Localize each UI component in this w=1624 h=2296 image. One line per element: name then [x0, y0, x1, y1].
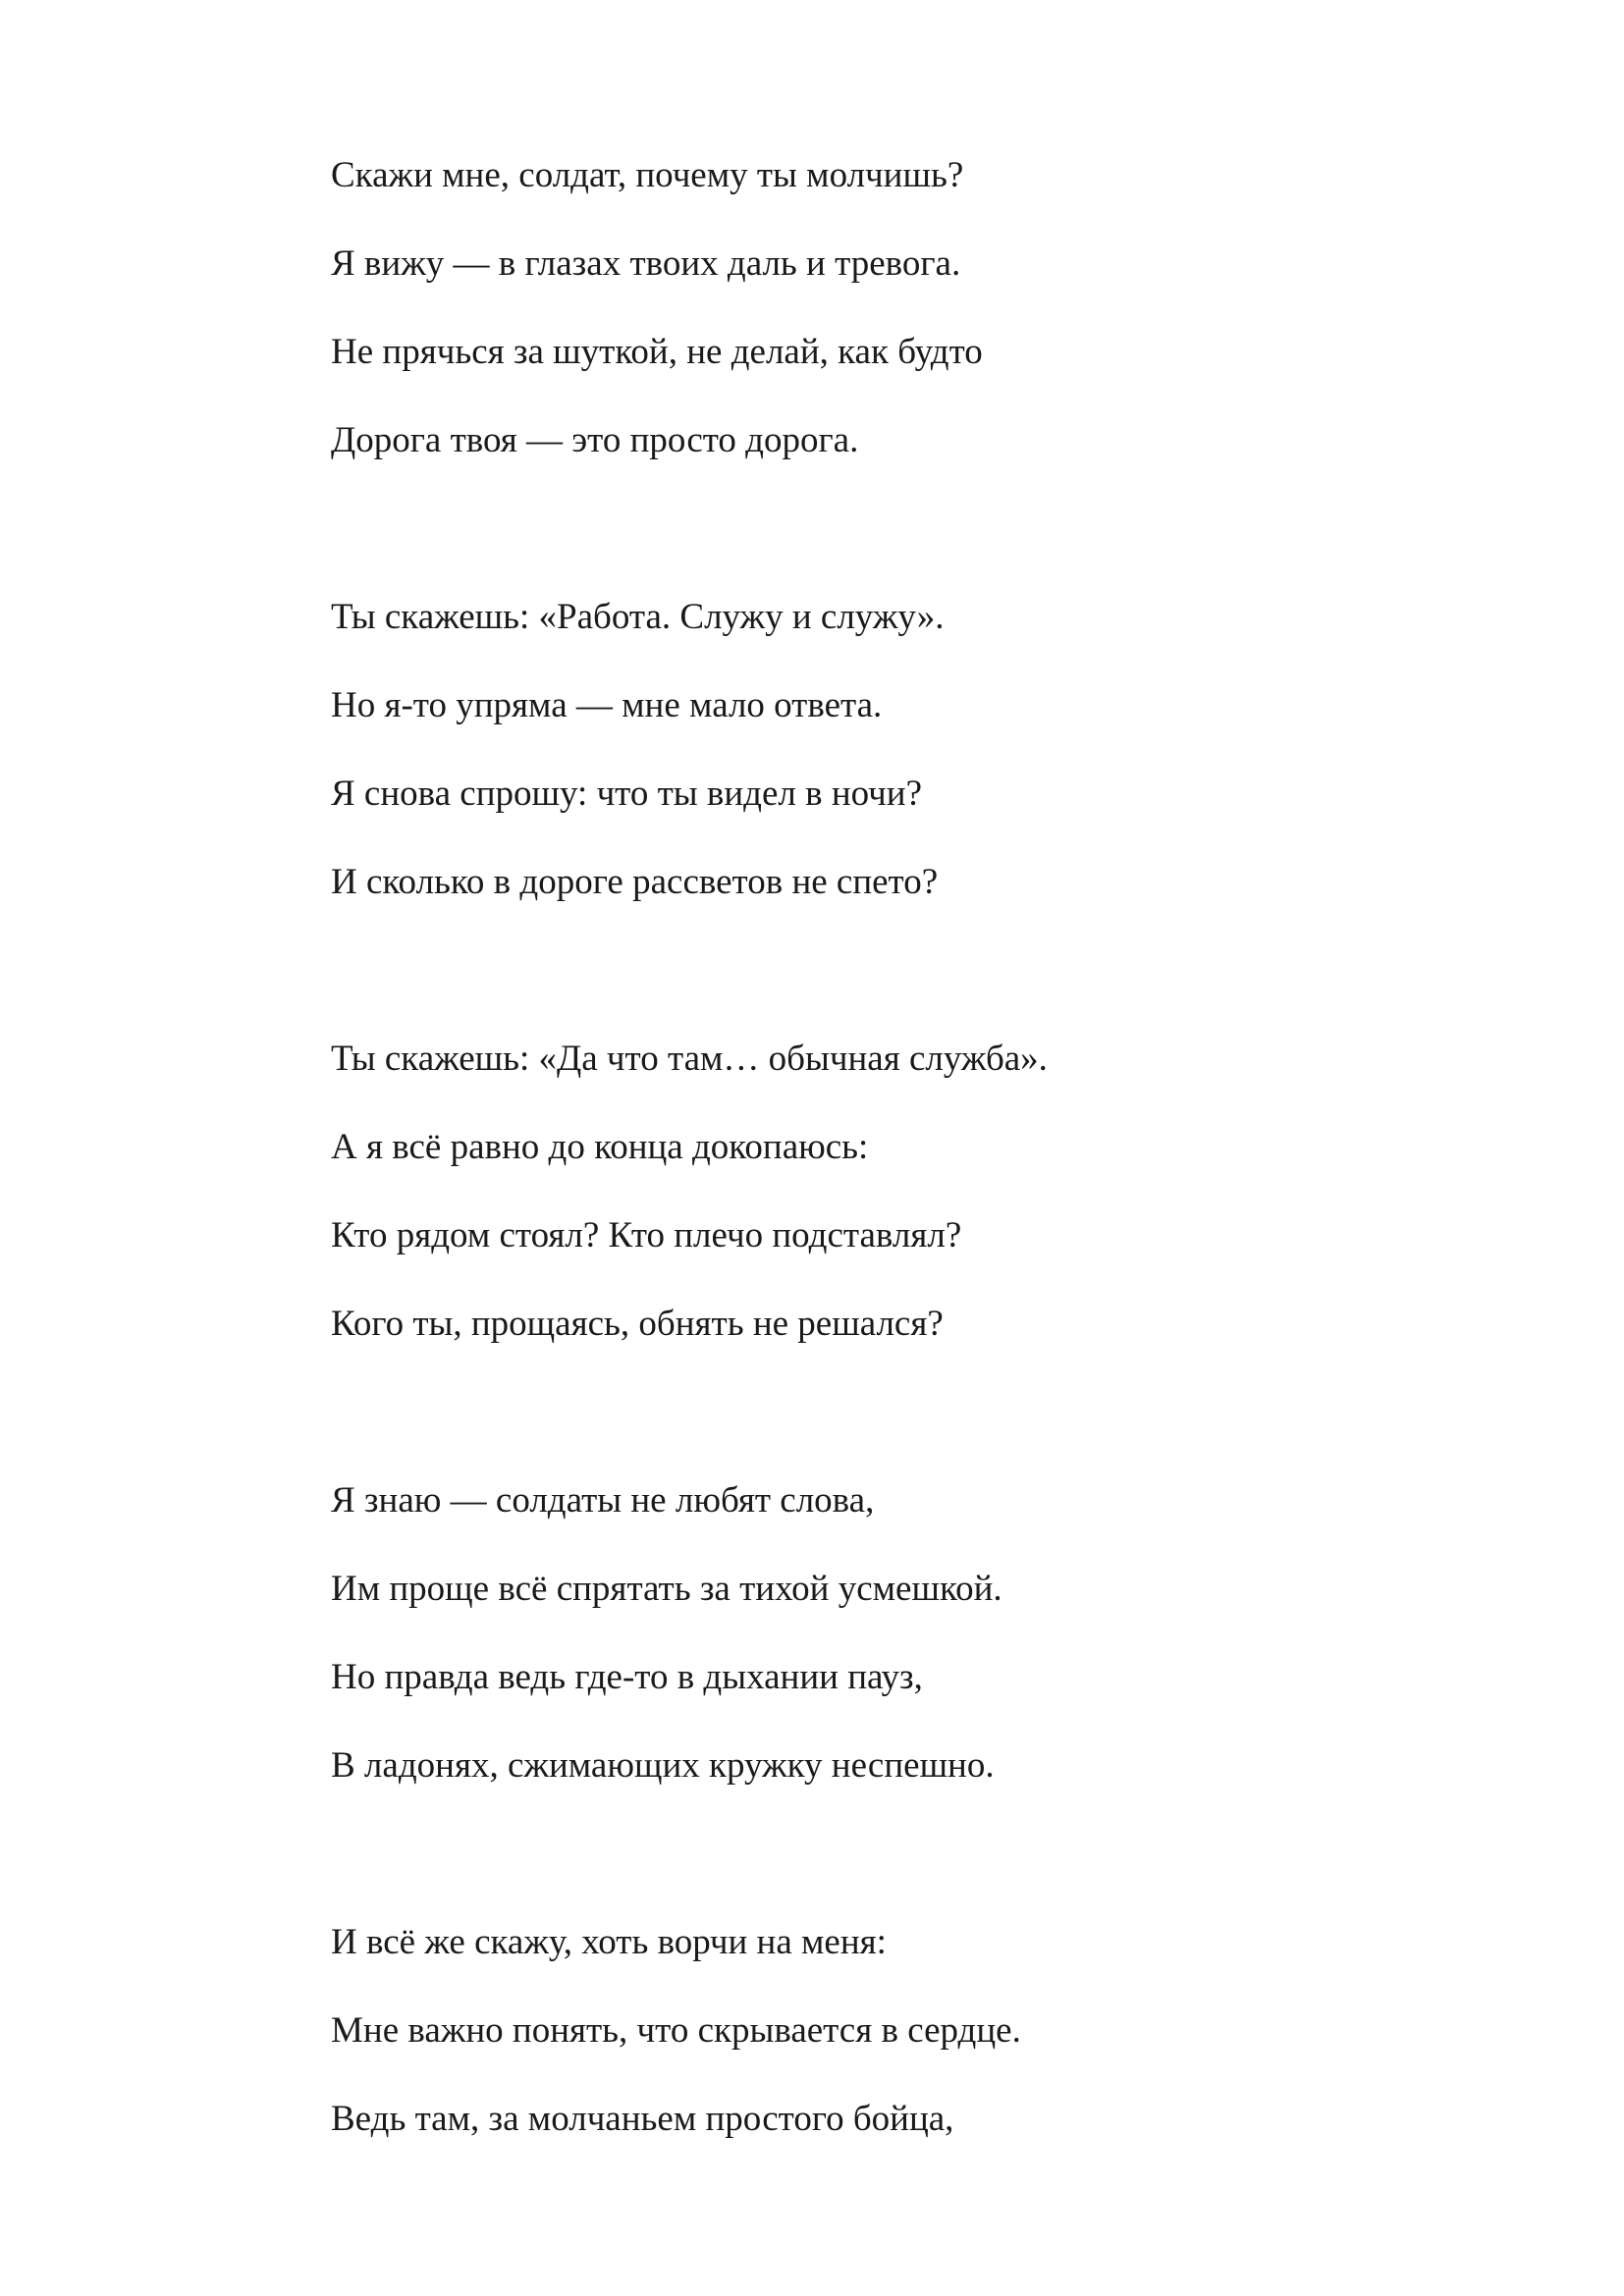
poem-line: И сколько в дороге рассветов не спето? — [331, 862, 939, 902]
poem-line: Не прячься за шуткой, не делай, как будто — [331, 332, 983, 372]
stanza-5 — [331, 1919, 1489, 2184]
poem-line: Я вижу — в глазах твоих даль и тревога. — [331, 243, 961, 284]
poem-line: Я знаю — солдаты не любят слова, — [331, 1480, 875, 1521]
poem-body — [331, 152, 1489, 2272]
poem-line: Но я-то упряма — мне мало ответа. — [331, 685, 883, 725]
stanza-2 — [331, 594, 1489, 947]
poem-line: Скажи мне, солдат, почему ты молчишь? — [331, 155, 964, 195]
stanza-4 — [331, 1477, 1489, 1831]
stanza-1 — [331, 152, 1489, 506]
poem-line: Кого ты, прощаясь, обнять не решался? — [331, 1304, 944, 1344]
poem-line: Ты скажешь: «Да что там… обычная служба». — [331, 1039, 1048, 1079]
poem-line: Дорога твоя — это просто дорога. — [331, 420, 859, 460]
poem-line: Я снова спрошу: что ты видел в ночи? — [331, 774, 923, 814]
poem-line: Ведь там, за молчаньем простого бойца, — [331, 2099, 954, 2139]
poem-line: Кто рядом стоял? Кто плечо подставлял? — [331, 1215, 962, 1255]
stanza-3 — [331, 1036, 1489, 1389]
poem-line: Мне важно понять, что скрывается в сердце. — [331, 2010, 1021, 2051]
poem-line: Им проще всё спрятать за тихой усмешкой. — [331, 1569, 1002, 1609]
poem-line: Ты скажешь: «Работа. Служу и служу». — [331, 597, 945, 637]
poem-line: И всё же скажу, хоть ворчи на меня: — [331, 1922, 887, 1962]
poem-line: Но правда ведь где-то в дыхании пауз, — [331, 1657, 923, 1697]
poem-line: А я всё равно до конца докопаюсь: — [331, 1127, 869, 1167]
poem-line: В ладонях, сжимающих кружку неспешно. — [331, 1745, 995, 1786]
